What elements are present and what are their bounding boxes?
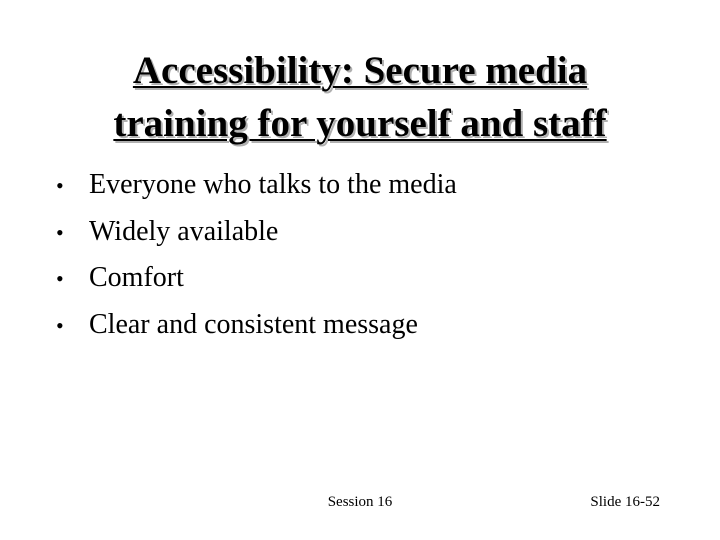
bullet-list	[56, 162, 457, 348]
slide-title-line-2: training for yourself and staff	[113, 102, 607, 145]
bullet-icon: •	[56, 312, 64, 338]
slide-title-line-1: Accessibility: Secure media	[132, 49, 588, 92]
bullet-text: Comfort	[89, 262, 184, 293]
footer-session-label: Session 16	[327, 494, 393, 510]
footer-slide-number: Slide 16-52	[590, 494, 660, 510]
bullet-text: Clear and consistent message	[89, 308, 418, 340]
bullet-item	[56, 162, 457, 209]
bullet-item	[56, 209, 457, 256]
bullet-text: Widely available	[89, 215, 279, 247]
bullet-icon: •	[56, 219, 64, 245]
slide-title	[60, 44, 660, 150]
bullet-icon: •	[56, 173, 64, 198]
bullet-item	[56, 302, 457, 349]
bullet-icon: •	[56, 266, 64, 291]
bullet-text: Everyone who talks to the media	[89, 169, 457, 200]
bullet-item	[56, 255, 457, 302]
